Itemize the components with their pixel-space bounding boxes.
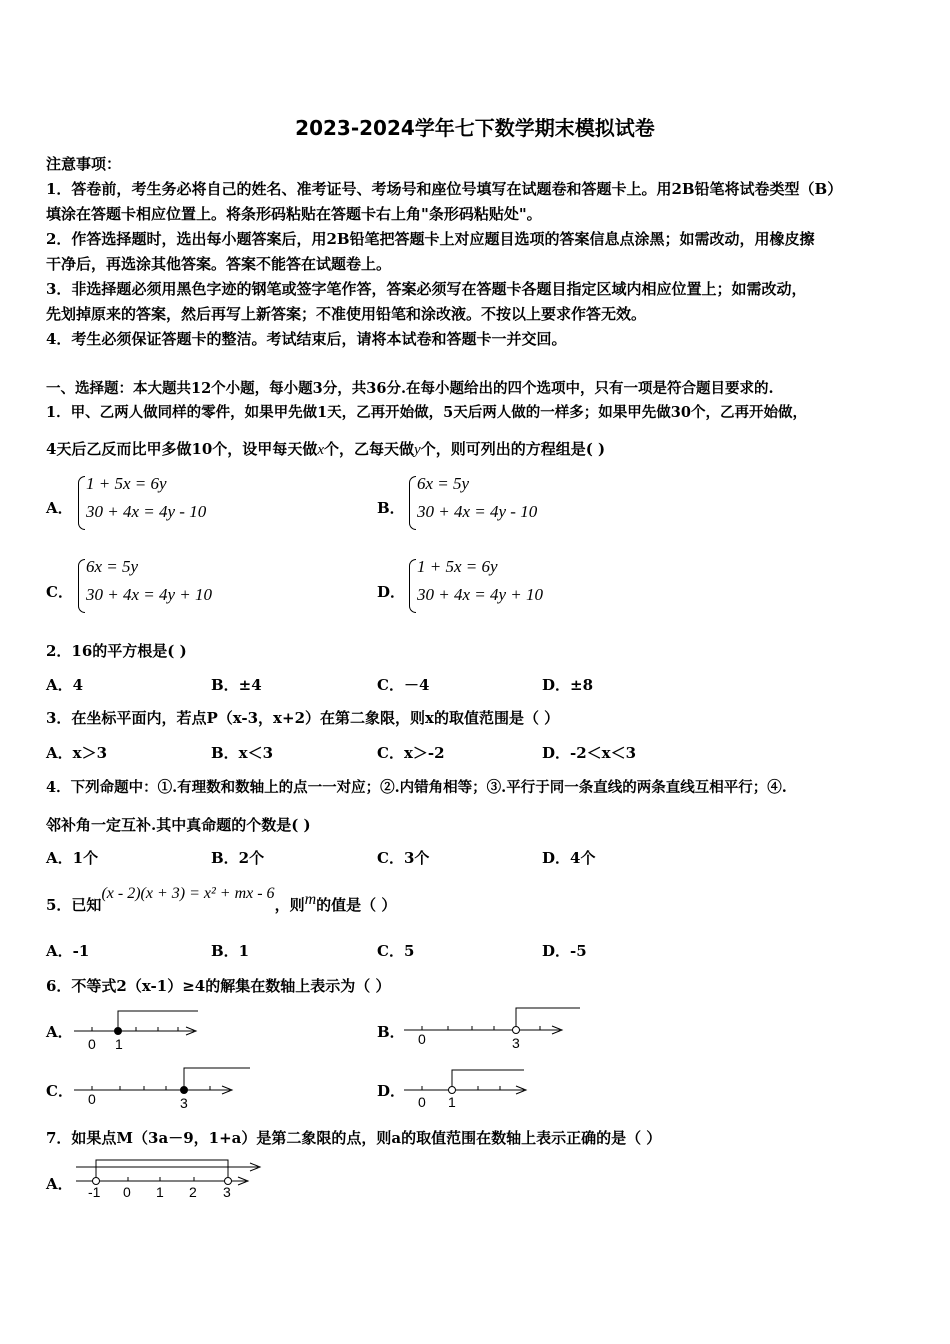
- q4-option: D．4个: [542, 849, 596, 867]
- notice-line: 4．考生必须保证答题卡的整洁。考试结束后，请将本试卷和答题卡一并交回。: [46, 330, 567, 348]
- left-brace: [78, 476, 85, 530]
- endpoint-dot: [115, 1028, 122, 1035]
- q7-stem: 7．如果点M（3a－9，1+a）是第二象限的点，则a的取值范围在数轴上表示正确的是（ ）: [46, 1129, 662, 1147]
- q4-option: C．3个: [377, 849, 430, 867]
- q7-option-a-number-line: [76, 1155, 266, 1205]
- q2-stem: 2．16的平方根是( ): [46, 642, 187, 660]
- q6-option-label: A．: [46, 1023, 73, 1041]
- q5-middle: ，则: [274, 896, 305, 914]
- tick-label: 3: [180, 1095, 188, 1111]
- left-brace: [409, 476, 416, 530]
- section-heading: 一、选择题：本大题共12个小题，每小题3分，共36分.在每小题给出的四个选项中，只有一项是符合题目要求的.: [46, 380, 774, 397]
- equation: 30 + 4x = 4y - 10: [417, 502, 538, 521]
- tick-label: 0: [418, 1094, 426, 1110]
- tick-label: 1: [448, 1094, 456, 1110]
- q3-option: B．x＜3: [211, 744, 274, 762]
- tick-label: 0: [418, 1031, 426, 1047]
- equation: 1 + 5x = 6y: [417, 557, 498, 576]
- q1-option-label: D．: [377, 583, 406, 601]
- q6-option-b-number-line: [400, 1000, 590, 1055]
- solution-bracket: [184, 1068, 250, 1090]
- q3-option: D．-2＜x＜3: [542, 744, 637, 762]
- solution-bracket: [452, 1070, 524, 1090]
- tick-label: 1: [115, 1036, 123, 1052]
- tick-label: 1: [156, 1184, 164, 1200]
- tick-label: -1: [88, 1184, 101, 1200]
- q2-option: A．4: [46, 676, 84, 694]
- notice-line: 3．非选择题必须用黑色字迹的钢笔或签字笔作答，答案必须写在答题卡各题目指定区域内相应位置上；如需改动，: [46, 280, 807, 298]
- q5-stem: [46, 885, 397, 916]
- q1-text-c: 个，则可列出的方程组是( ): [420, 440, 606, 458]
- q5-formula: (x - 2)(x + 3) = x² + mx - 6: [101, 885, 275, 902]
- q3-option: A．x＞3: [46, 744, 108, 762]
- q1-text-a: 4天后乙反而比甲多做10个，设甲每天做: [46, 440, 318, 458]
- notice-line: 填涂在答题卡相应位置上。将条形码粘贴在答题卡右上角"条形码粘贴处"。: [46, 205, 542, 223]
- notice-heading: 注意事项：: [46, 155, 122, 173]
- tick-label: 3: [512, 1035, 520, 1051]
- equation: 1 + 5x = 6y: [86, 474, 167, 493]
- notice-line: 干净后，再选涂其他答案。答案不能答在试题卷上。: [46, 255, 392, 273]
- q1-option-label: A．: [46, 499, 73, 517]
- q5-option: C．5: [377, 942, 415, 960]
- q4-option: B．2个: [211, 849, 265, 867]
- endpoint-circle: [513, 1027, 520, 1034]
- page-title: 2023-2024学年七下数学期末模拟试卷: [295, 116, 655, 140]
- q6-option-d-number-line: [400, 1065, 540, 1115]
- q6-option-a-number-line: [70, 1005, 210, 1055]
- equation: 30 + 4x = 4y + 10: [86, 585, 213, 604]
- q2-option: C．－4: [377, 676, 430, 694]
- q4-option: A．1个: [46, 849, 99, 867]
- endpoint-circle: [449, 1087, 456, 1094]
- left-brace: [409, 559, 416, 613]
- tick-label: 0: [123, 1184, 131, 1200]
- tick-label: 3: [223, 1184, 231, 1200]
- q2-option: B．±4: [211, 676, 262, 694]
- tick-label: 0: [88, 1091, 96, 1107]
- q5-option: B．1: [211, 942, 250, 960]
- q1-var-x: x: [317, 442, 324, 458]
- notice-line: 1．答卷前，考生务必将自己的姓名、准考证号、考场号和座位号填写在试题卷和答题卡上。用2B铅笔将试卷类型（B）: [46, 180, 843, 198]
- q4-line1: 4．下列命题中：①.有理数和数轴上的点一一对应；②.内错角相等；③.平行于同一条直线的两条直线互相平行；④.: [46, 779, 787, 796]
- tick-label: 2: [189, 1184, 197, 1200]
- q6-option-label: B．: [377, 1023, 405, 1041]
- equation: 30 + 4x = 4y - 10: [86, 502, 207, 521]
- q7-option-label: A．: [46, 1175, 73, 1193]
- q5-prefix: 5．已知: [46, 896, 102, 914]
- q1-line2: [46, 439, 605, 460]
- q6-option-c-number-line: [70, 1062, 260, 1112]
- solution-bracket: [96, 1160, 228, 1181]
- q4-line2: 邻补角一定互补.其中真命题的个数是( ): [46, 816, 311, 834]
- q1-var-y: y: [414, 442, 421, 458]
- q2-option: D．±8: [542, 676, 594, 694]
- q6-option-label: C．: [46, 1082, 73, 1100]
- notice-line: 先划掉原来的答案，然后再写上新答案；不准使用铅笔和涂改液。不按以上要求作答无效。: [46, 305, 647, 323]
- q1-option-label: C．: [46, 583, 73, 601]
- q6-stem: 6．不等式2（x-1）≥4的解集在数轴上表示为（ ）: [46, 977, 391, 995]
- q6-option-label: D．: [377, 1082, 406, 1100]
- equation: 30 + 4x = 4y + 10: [417, 585, 544, 604]
- left-brace: [78, 559, 85, 613]
- equation: 6x = 5y: [86, 557, 139, 576]
- equation: 6x = 5y: [417, 474, 470, 493]
- q1-option-label: B．: [377, 499, 405, 517]
- endpoint-dot: [181, 1087, 188, 1094]
- q5-suffix: 的值是（ ）: [316, 896, 397, 914]
- q5-option: A．-1: [46, 942, 90, 960]
- notice-line: 2．作答选择题时，选出每小题答案后，用2B铅笔把答题卡上对应题目选项的答案信息点涂黑；如需改动，用橡皮擦: [46, 230, 815, 248]
- q3-option: C．x＞-2: [377, 744, 445, 762]
- q5-option: D．-5: [542, 942, 587, 960]
- q5-var-m: m: [304, 891, 317, 908]
- tick-label: 0: [88, 1036, 96, 1052]
- q3-stem: 3．在坐标平面内，若点P（x-3，x+2）在第二象限，则x的取值范围是（ ）: [46, 709, 560, 727]
- q1-text-b: 个，乙每天做: [324, 440, 415, 458]
- q1-line1: 1．甲、乙两人做同样的零件，如果甲先做1天，乙再开始做，5天后两人做的一样多；如果甲先做30个，乙再开始做，: [46, 404, 807, 421]
- solution-bracket: [516, 1008, 580, 1030]
